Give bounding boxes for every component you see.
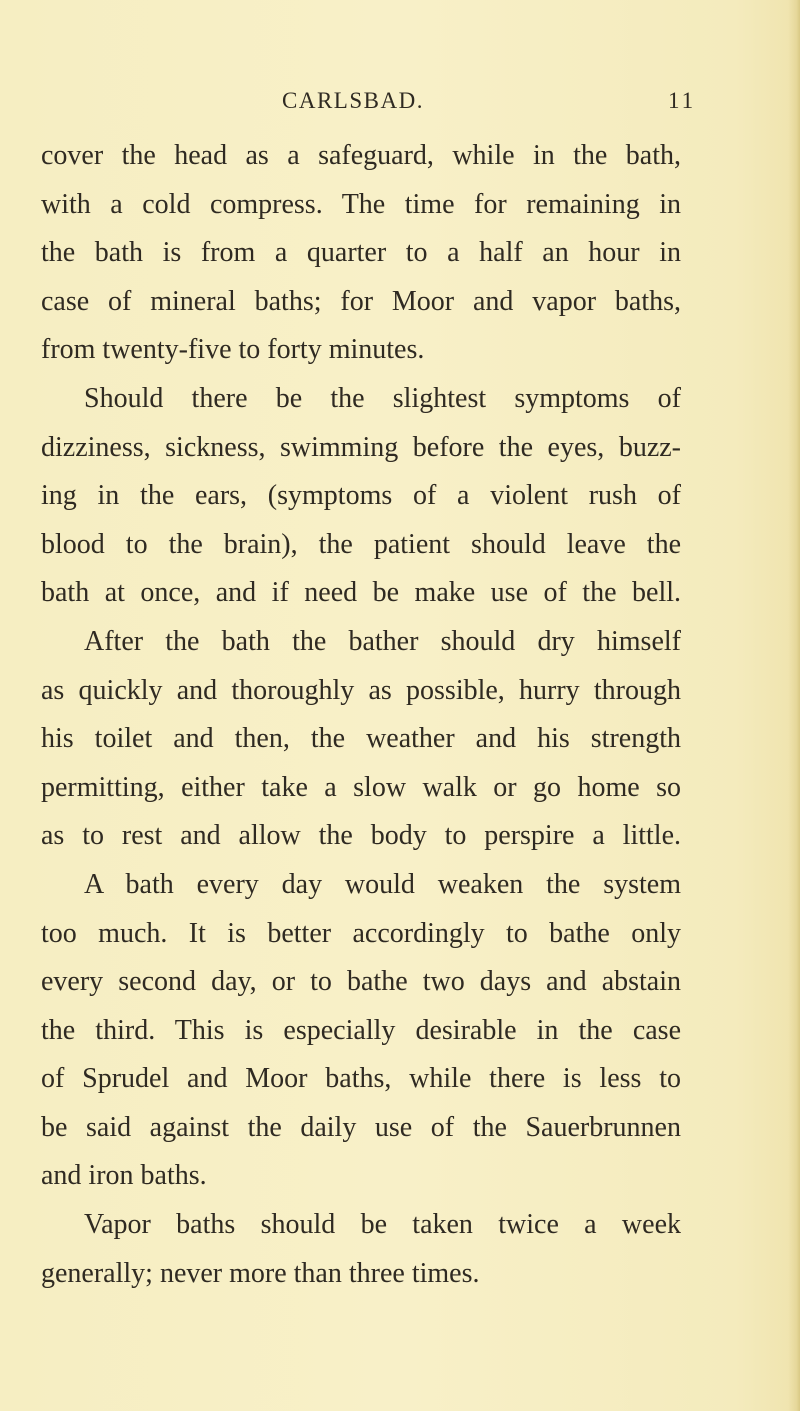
text-line: generally; never more than three times.	[41, 1257, 480, 1289]
page-edge	[788, 0, 800, 1411]
paragraph-start-line: Vapor baths should be taken twice a week	[84, 1209, 681, 1241]
text-line: too much. It is better accordingly to bathe only	[41, 917, 681, 949]
text-line: and iron baths.	[41, 1160, 207, 1192]
text-line: case of mineral baths; for Moor and vapor baths,	[41, 285, 681, 317]
text-line: as to rest and allow the body to perspire a little.	[41, 820, 681, 852]
page-number: 11	[668, 88, 697, 113]
text-line: the third. This is especially desirable in the case	[41, 1014, 681, 1046]
text-line: permitting, either take a slow walk or go home so	[41, 771, 681, 803]
text-line: with a cold compress. The time for remaining in	[41, 188, 681, 220]
text-line: dizziness, sickness, swimming before the eyes, buzz-	[41, 431, 681, 463]
text-line: the bath is from a quarter to a half an hour in	[41, 237, 681, 269]
text-line: ing in the ears, (symptoms of a violent rush of	[41, 480, 681, 512]
page-header	[0, 88, 800, 124]
running-title: CARLSBAD.	[282, 88, 424, 113]
text-line: be said against the daily use of the Sauerbrunnen	[41, 1111, 681, 1143]
body-text	[41, 132, 681, 1298]
paragraph-start-line: After the bath the bather should dry himself	[84, 625, 681, 657]
text-line: cover the head as a safeguard, while in the bath,	[41, 140, 681, 171]
paragraph-start-line: A bath every day would weaken the system	[84, 868, 681, 900]
text-line: his toilet and then, the weather and his strength	[41, 723, 681, 755]
text-line: as quickly and thoroughly as possible, hurry through	[41, 674, 681, 706]
text-line: blood to the brain), the patient should leave the	[41, 528, 681, 560]
text-line: every second day, or to bathe two days and abstain	[41, 966, 681, 998]
paragraph-start-line: Should there be the slightest symptoms of	[84, 382, 681, 414]
text-line: from twenty-five to forty minutes.	[41, 334, 425, 366]
text-line: bath at once, and if need be make use of the bell.	[41, 577, 681, 609]
text-line: of Sprudel and Moor baths, while there is less to	[41, 1063, 681, 1095]
